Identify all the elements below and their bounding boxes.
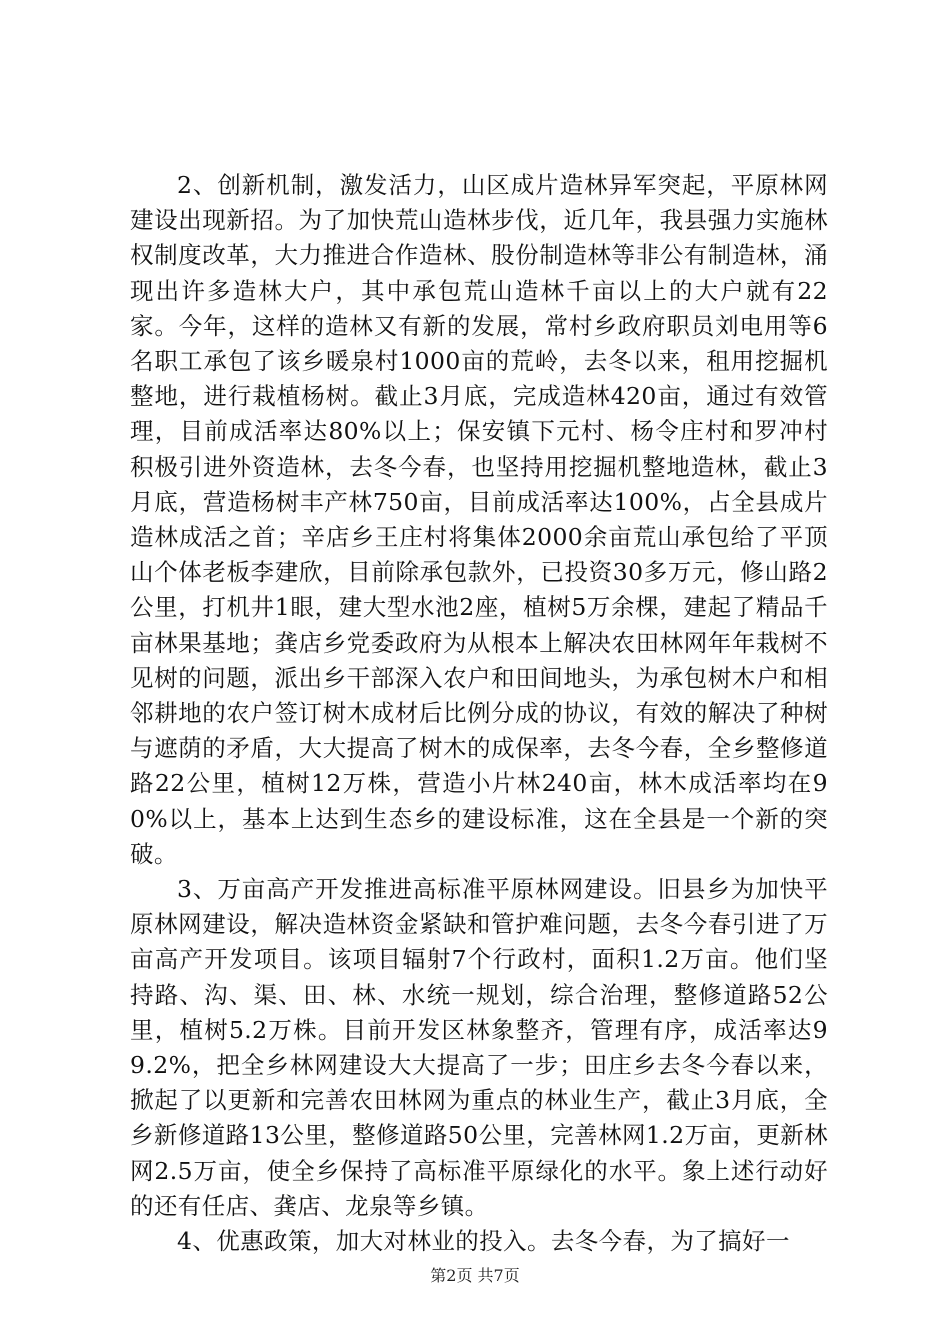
paragraph-preferential-policy: 4、优惠政策，加大对林业的投入。去冬今春，为了搞好一 — [177, 1227, 790, 1256]
document-body — [130, 168, 828, 1259]
paragraph-high-yield-development: 3、万亩高产开发推进高标准平原林网建设。旧县乡为加快平原林网建设，解决造林资金紧缺和管护难问题，去冬今春引进了万亩高产开发项目。该项目辐射7个行政村，面积1.2万亩。他们坚持路、沟、渠、田、林、水统一规划，综合治理，整修道路52公里，植树5.2万株。目前开发区林象整齐，管理有序，成活率达99.2%，把全乡林网建设大大提高了一步；田庄乡去冬今春以来，掀起了以更新和完善农田林网为重点的林业生产，截止3月底，全乡新修道路13公里，整修道路50公里，完善林网1.2万亩，更新林网2.5万亩，使全乡保持了高标准平原绿化的水平。象上述行动好的还有任店、龚店、龙泉等乡镇。 — [130, 875, 828, 1220]
page-number-footer: 第2页 共7页 — [430, 1266, 520, 1285]
paragraph-innovation-mechanism: 2、创新机制，激发活力，山区成片造林异军突起，平原林网建设出现新招。为了加快荒山造林步伐，近几年，我县强力实施林权制度改革，大力推进合作造林、股份制造林等非公有制造林，涌现出许多造林大户，其中承包荒山造林千亩以上的大户就有22家。今年，这样的造林又有新的发展，常村乡政府职员刘电用等6名职工承包了该乡暖泉村1000亩的荒岭，去冬以来，租用挖掘机整地，进行栽植杨树。截止3月底，完成造林420亩，通过有效管理，目前成活率达80%以上；保安镇下元村、杨令庄村和罗冲村积极引进外资造林，去冬今春，也坚持用挖掘机整地造林，截止3月底，营造杨树丰产林750亩，目前成活率达100%，占全县成片造林成活之首；辛店乡王庄村将集体2000余亩荒山承包给了平顶山个体老板李建欣，目前除承包款外，已投资30多万元，修山路2公里，打机井1眼，建大型水池2座，植树5万余棵，建起了精品千亩林果基地；龚店乡党委政府为从根本上解决农田林网年年栽树不见树的问题，派出乡干部深入农户和田间地头，为承包树木户和相邻耕地的农户签订树木成材后比例分成的协议，有效的解决了种树与遮荫的矛盾，大大提高了树木的成保率，去冬今春，全乡整修道路22公里，植树12万株，营造小片林240亩，林木成活率均在90%以上，基本上达到生态乡的建设标准，这在全县是一个新的突破。 — [130, 171, 828, 868]
